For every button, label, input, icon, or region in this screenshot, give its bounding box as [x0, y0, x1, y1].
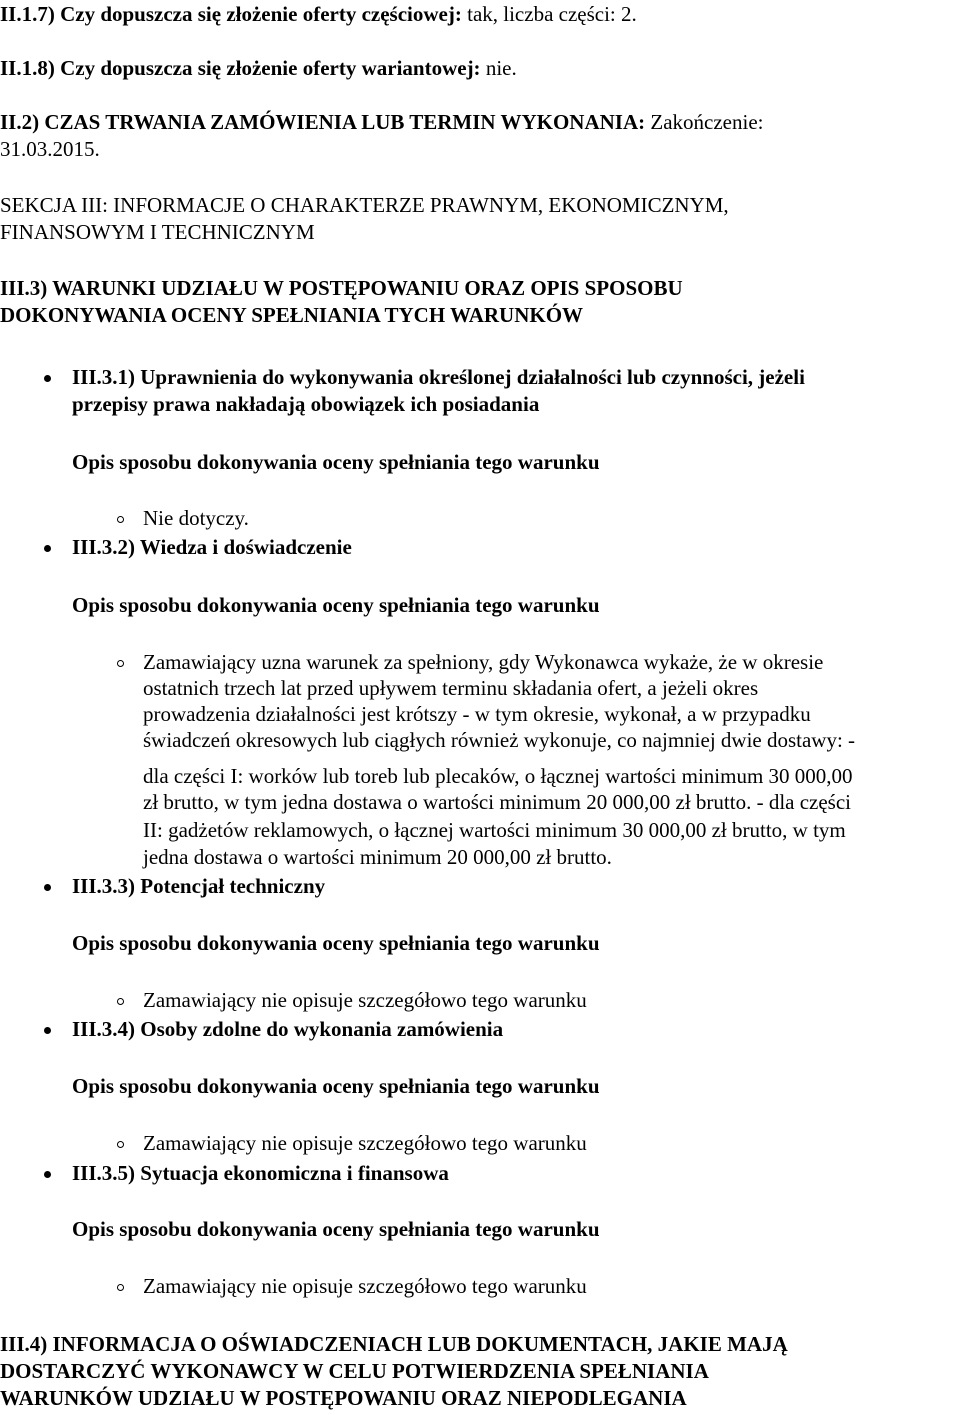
bullet-circle-icon	[117, 1141, 124, 1148]
condition-1-title-line1: III.3.1) Uprawnienia do wykonywania określonej działalności lub czynności, jeżeli	[72, 365, 805, 389]
item-ii-1-8-value: nie.	[480, 56, 517, 80]
condition-1-content: Nie dotyczy.	[143, 506, 249, 530]
bullet-icon	[44, 1171, 51, 1178]
condition-3-content: Zamawiający nie opisuje szczegółowo tego warunku	[143, 988, 587, 1012]
condition-4-content: Zamawiający nie opisuje szczegółowo tego warunku	[143, 1131, 587, 1155]
condition-2-content-line6: zł brutto, w tym jedna dostawa o wartości minimum 20 000,00 zł brutto. - dla części	[143, 790, 852, 814]
bullet-icon	[44, 545, 51, 552]
condition-2-content-line4: świadczeń okresowych lub ciągłych również wykonuje, co najmniej dwie dostawy: -	[143, 728, 856, 752]
section-iii-4-heading-line3: WARUNKÓW UDZIAŁU W POSTĘPOWANIU ORAZ NIEPODLEGANIA	[0, 1386, 687, 1410]
condition-5-title: III.3.5) Sytuacja ekonomiczna i finansowa	[72, 1161, 449, 1185]
condition-3-desc-label: Opis sposobu dokonywania oceny spełniania tego warunku	[72, 931, 600, 955]
condition-1-desc-label: Opis sposobu dokonywania oceny spełniania tego warunku	[72, 450, 600, 474]
item-ii-1-8-label: II.1.8) Czy dopuszcza się złożenie oferty wariantowej:	[0, 56, 481, 80]
condition-5-desc-label: Opis sposobu dokonywania oceny spełniania tego warunku	[72, 1217, 600, 1241]
bullet-circle-icon	[117, 660, 124, 667]
item-ii-2-value: Zakończenie:	[645, 110, 764, 134]
section-iii-4-heading-line2: DOSTARCZYĆ WYKONAWCY W CELU POTWIERDZENIA SPEŁNIANIA	[0, 1359, 709, 1383]
section-iii-title-line2: FINANSOWYM I TECHNICZNYM	[0, 220, 315, 244]
section-iii-3-heading-line1: III.3) WARUNKI UDZIAŁU W POSTĘPOWANIU ORAZ OPIS SPOSOBU	[0, 276, 683, 300]
bullet-circle-icon	[117, 1284, 124, 1291]
item-ii-1-7-label: II.1.7) Czy dopuszcza się złożenie oferty częściowej:	[0, 2, 462, 26]
item-ii-1-8	[0, 55, 517, 81]
bullet-icon	[44, 884, 51, 891]
condition-2-content-line1: Zamawiający uzna warunek za spełniony, gdy Wykonawca wykaże, że w okresie	[143, 650, 824, 674]
condition-2-content-line7: II: gadżetów reklamowych, o łącznej wartości minimum 30 000,00 zł brutto, w tym	[143, 818, 846, 842]
condition-2-desc-label: Opis sposobu dokonywania oceny spełniania tego warunku	[72, 593, 600, 617]
item-ii-1-7	[0, 1, 637, 27]
section-iii-4-heading-line1: III.4) INFORMACJA O OŚWIADCZENIACH LUB DOKUMENTACH, JAKIE MAJĄ	[0, 1332, 788, 1356]
item-ii-1-7-value: tak, liczba części: 2.	[461, 2, 637, 26]
condition-2-content-line5: dla części I: worków lub toreb lub plecaków, o łącznej wartości minimum 30 000,00	[143, 764, 853, 788]
section-iii-3-heading-line2: DOKONYWANIA OCENY SPEŁNIANIA TYCH WARUNKÓW	[0, 303, 584, 327]
condition-2-content-line8: jedna dostawa o wartości minimum 20 000,00 zł brutto.	[143, 845, 612, 869]
condition-2-content-line2: ostatnich trzech lat przed upływem terminu składania ofert, a jeżeli okres	[143, 676, 759, 700]
condition-3-title: III.3.3) Potencjał techniczny	[72, 874, 326, 898]
condition-4-desc-label: Opis sposobu dokonywania oceny spełniania tego warunku	[72, 1074, 600, 1098]
condition-5-content: Zamawiający nie opisuje szczegółowo tego warunku	[143, 1274, 587, 1298]
item-ii-2-value-date: 31.03.2015.	[0, 137, 100, 161]
condition-1-title-line2: przepisy prawa nakładają obowiązek ich posiadania	[72, 392, 540, 416]
item-ii-2	[0, 109, 763, 135]
condition-4-title: III.3.4) Osoby zdolne do wykonania zamówienia	[72, 1017, 504, 1041]
section-iii-title-line1: SEKCJA III: INFORMACJE O CHARAKTERZE PRAWNYM, EKONOMICZNYM,	[0, 193, 729, 217]
bullet-icon	[44, 375, 51, 382]
condition-2-title: III.3.2) Wiedza i doświadczenie	[72, 535, 352, 559]
bullet-circle-icon	[117, 998, 124, 1005]
bullet-circle-icon	[117, 516, 124, 523]
bullet-icon	[44, 1027, 51, 1034]
condition-2-content-line3: prowadzenia działalności jest krótszy - w tym okresie, wykonał, a w przypadku	[143, 702, 811, 726]
item-ii-2-label: II.2) CZAS TRWANIA ZAMÓWIENIA LUB TERMIN WYKONANIA:	[0, 110, 646, 134]
